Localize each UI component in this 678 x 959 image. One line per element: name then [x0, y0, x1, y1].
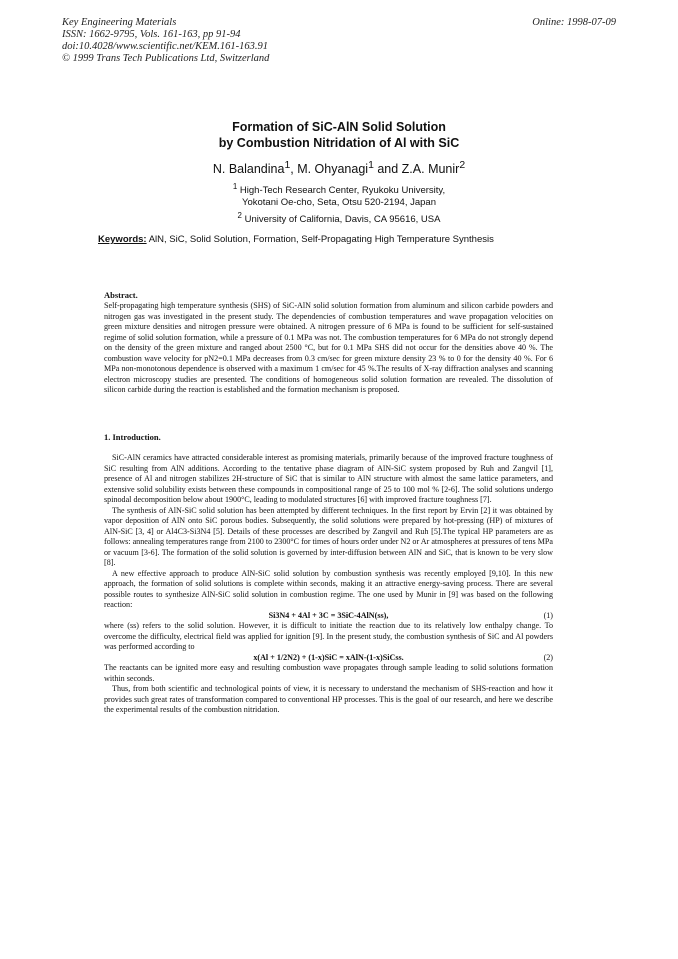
- journal-name: Key Engineering Materials: [62, 17, 177, 28]
- affiliation-1-marker: 1: [232, 182, 238, 191]
- keywords-text: AlN, SiC, Solid Solution, Formation, Self-Propagating High Temperature Synthesis: [148, 234, 494, 245]
- affiliation-2: [0, 210, 678, 226]
- affiliation-1: [0, 181, 678, 209]
- author-separator: and: [373, 162, 402, 177]
- copyright-line: © 1999 Trans Tech Publications Ltd, Switzerland: [62, 53, 270, 64]
- affiliation-1-line-1: High-Tech Research Center, Ryukoku University,: [239, 185, 446, 197]
- doi-line: doi:10.4028/www.scientific.net/KEM.161-163.91: [62, 41, 268, 52]
- keywords-label: Keywords:: [98, 234, 147, 245]
- abstract-text: Self-propagating high temperature synthesis (SHS) of SiC-AlN solid solution formation from aluminum and silicon carbide powders and nitrogen gas was investigated in the present study. The dependencies of combustion temperatures and wave propagation velocities on green mixture densities and nitrogen pressure were obtained. A nitrogen pressure of 6 MPa is found to be sufficient for self-sustained regime of solid solution formation, while a pressure of 0.1 MPa was not. The combustion temperatures for 6 MPa do not strongly depend on the density of the green mixture and ranged about 2500 °C, but for 0.1 MPa SHS did not occur for the densities above 40 %. The combustion wave velocity for pN2=0.1 MPa decreases from 0.3 cm/sec for green mixture density 23 % to 0 for the density 40 %. For 6 MPa non-monotonous dependence is observed with a maximum 1 cm/sec for 45 %.The results of X-ray diffraction analyses and scanning electron microscopy studies are presented. The conditions of homogeneous solid solution formation are revealed. The dissolution of silicon carbide during the reaction is established and the formation mechanism is proposed.: [104, 301, 553, 394]
- abstract-heading: Abstract.: [104, 290, 138, 300]
- author-2: M. Ohyanagi: [297, 162, 369, 177]
- affiliation-2-marker: 2: [237, 211, 242, 220]
- intro-paragraph-3: A new effective approach to produce AlN-SiC solid solution by combustion synthesis was recently employed [9,10]. In this new approach, the formation of solid solutions is complete within seconds, making it an attractive energy-saving process. There are several possible routes to synthesize AlN-SiC solid solution in combustion regime. The one used by Munir in [9] was based on the following reaction:: [104, 568, 553, 609]
- equation-2: [104, 653, 553, 664]
- intro-paragraph-1: SiC-AlN ceramics have attracted considerable interest as promising materials, primarily because of the improved fracture toughness of SiC resulting from AlN additions. According to the tentative phase diagram of AlN-SiC system proposed by Ruh and Zangvil [1], presence of Al and nitrogen stabilizes 2H-structure of SiC that is similar to AlN structure with almost the same lattice parameters, and extensive solid solubility exists between these compounds in compositional range of 25 to 100 mol % [2-6]. The solid solutions undergo spinodal decomposition below about 1900°C, leading to modulated structures [6] with improved fracture toughness [7].: [104, 453, 553, 504]
- author-1-affil: 1: [284, 160, 291, 171]
- equation-1: [104, 611, 553, 622]
- equation-2-text: x(Al + 1/2N2) + (1-x)SiC = xAlN-(1-x)SiCss.: [253, 652, 404, 662]
- intro-paragraph-6: Thus, from both scientific and technological points of view, it is necessary to understand the mechanism of SHS-reaction and how it provides such great rates of transformation compared to conventional HP processes. This is the goal of our research, and here we describe the experimental results of the combustion nitridation.: [104, 684, 553, 714]
- intro-paragraph-4: where (ss) refers to the solid solution. However, it is difficult to initiate the reaction due to its relatively low enthalpy change. To overcome the difficulty, electrical field was applied for ignition [9]. In the present study, the combustion synthesis of SiC and Al powders was performed according to: [104, 621, 553, 651]
- abstract-body: [104, 301, 553, 396]
- author-separator: ,: [290, 162, 298, 177]
- intro-paragraph-2: The synthesis of AlN-SiC solid solution has been attempted by different techniques. In the first report by Ervin [2] it was obtained by vapor deposition of AlN onto SiC porous bodies. Subsequently, the solid solutions were prepared by hot-pressing (HP) of mixtures of AlN-SiC [3, 4] or Al4C3-Si3N4 [5]. Details of these processes are described by Zangvil and Ruh [5].The typical HP parameters are as follows: annealing temperatures range from 2100 to 2300°C for times of hours order under N2 or Ar atmospheres at pressures of tens MPa or vacuum [3-6]. The formation of the solid solution is governed by inter-diffusion between AlN and SiC, that is known to be very slow [8].: [104, 505, 553, 567]
- author-3: Z.A. Munir: [401, 162, 460, 177]
- author-3-affil: 2: [459, 160, 466, 171]
- author-2-affil: 1: [368, 160, 374, 171]
- keywords: [98, 234, 578, 246]
- author-list: [0, 158, 678, 177]
- equation-1-text: Si3N4 + 4Al + 3C = 3SiC-4AlN(ss),: [268, 610, 389, 620]
- equation-2-number: (2): [543, 652, 553, 662]
- title-line-2: by Combustion Nitridation of Al with SiC: [218, 136, 460, 150]
- title-line-1: Formation of SiC-AlN Solid Solution: [232, 120, 446, 134]
- issn-line: ISSN: 1662-9795, Vols. 161-163, pp 91-94: [62, 29, 241, 40]
- intro-paragraph-5: The reactants can be ignited more easy and resulting combustion wave propagates through sample leading to solid solutions formation within seconds.: [104, 663, 553, 683]
- journal-header: [62, 17, 269, 65]
- author-1: N. Balandina: [212, 162, 285, 177]
- introduction-heading: 1. Introduction.: [104, 432, 161, 442]
- equation-1-number: (1): [543, 610, 553, 620]
- affiliation-1-line-2: Yokotani Oe-cho, Seta, Otsu 520-2194, Japan: [241, 197, 436, 209]
- online-date: Online: 1998-07-09: [532, 17, 616, 28]
- affiliation-2-line-1: University of California, Davis, CA 95616, USA: [244, 214, 441, 226]
- introduction-body: [104, 453, 553, 716]
- paper-title: [0, 119, 678, 151]
